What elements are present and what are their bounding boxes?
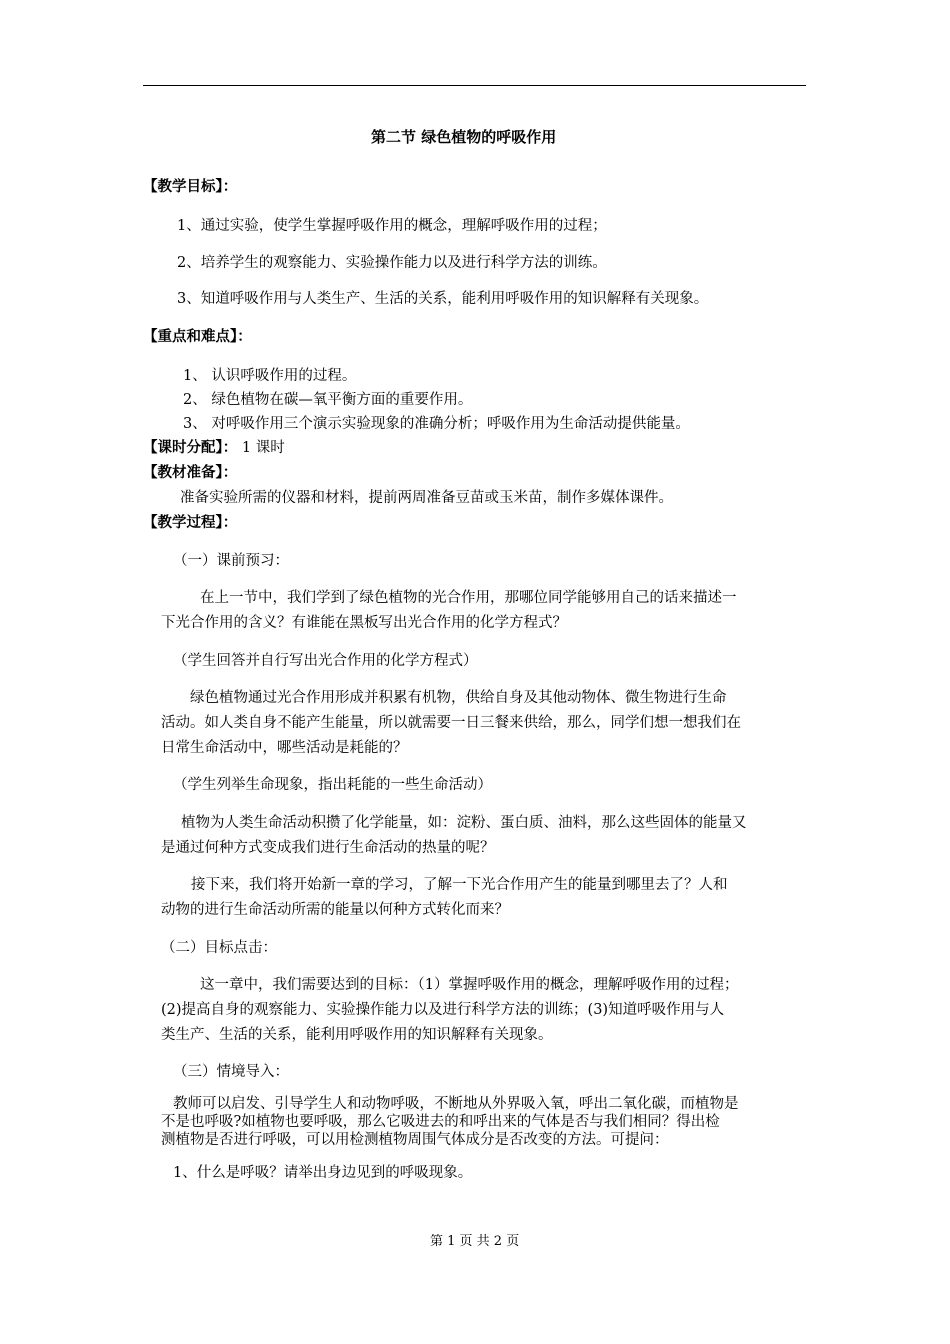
paragraph-line: 在上一节中，我们学到了绿色植物的光合作用，那哪位同学能够用自己的话来描述一: [200, 590, 737, 606]
key-points-heading: 【重点和难点】：: [143, 328, 252, 345]
materials-heading: 【教材准备】：: [143, 464, 238, 481]
goal-item: 1、通过实验，使学生掌握呼吸作用的概念，理解呼吸作用的过程；: [177, 218, 607, 234]
paragraph-line: 植物为人类生命活动积攒了化学能量，如：淀粉、蛋白质、油料，那么这些固体的能量又: [181, 815, 747, 831]
goal-item: 3、知道呼吸作用与人类生产、生活的关系，能利用呼吸作用的知识解释有关现象。: [177, 291, 709, 307]
key-point-item: 3、 对呼吸作用三个演示实验现象的准确分析；呼吸作用为生命活动提供能量。: [183, 416, 690, 432]
student-note: （学生列举生命现象，指出耗能的一些生命活动）: [173, 777, 492, 793]
materials-text: 准备实验所需的仪器和材料，提前两周准备豆苗或玉米苗，制作多媒体课件。: [180, 490, 673, 506]
question-item: 1、什么是呼吸？请举出身边见到的呼吸现象。: [173, 1165, 473, 1181]
hours-value: 1 课时: [241, 440, 285, 456]
hours-line: [143, 439, 285, 457]
paragraph-line: 活动。如人类自身不能产生能量，所以就需要一日三餐来供给，那么，同学们想一想我们在: [161, 715, 741, 731]
paragraph-line: 下光合作用的含义？有谁能在黑板写出光合作用的化学方程式？: [161, 615, 567, 631]
paragraph-line: 日常生命活动中，哪些活动是耗能的？: [161, 740, 408, 756]
paragraph-line: 动物的进行生命活动所需的能量以何种方式转化而来？: [161, 902, 509, 918]
hours-heading: 【课时分配】：: [143, 439, 238, 456]
paragraph-line: 接下来，我们将开始新一章的学习，了解一下光合作用产生的能量到哪里去了？人和: [191, 877, 728, 893]
process-heading: 【教学过程】：: [143, 514, 238, 531]
key-point-item: 1、 认识呼吸作用的过程。: [183, 368, 357, 384]
paragraph-line: 是通过何种方式变成我们进行生命活动的热量的呢？: [161, 840, 495, 856]
paragraph-line: 教师可以启发、引导学生人和动物呼吸，不断地从外界吸入氧，呼出二氧化碳，而植物是: [173, 1096, 739, 1112]
header-rule: [143, 85, 806, 86]
paragraph-line: 类生产、生活的关系，能利用呼吸作用的知识解释有关现象。: [161, 1027, 553, 1043]
goal-item: 2、培养学生的观察能力、实验操作能力以及进行科学方法的训练。: [177, 255, 607, 271]
section-heading: （三）情境导入：: [173, 1064, 289, 1080]
paragraph-line: 测植物是否进行呼吸，可以用检测植物周围气体成分是否改变的方法。可提问：: [161, 1132, 669, 1148]
page-title: 第二节 绿色植物的呼吸作用: [371, 128, 557, 146]
paragraph-line: 这一章中，我们需要达到的目标：（1）掌握呼吸作用的概念，理解呼吸作用的过程；: [200, 977, 739, 993]
student-note: （学生回答并自行写出光合作用的化学方程式）: [173, 653, 478, 669]
page-footer: 第 1 页 共 2 页: [430, 1234, 520, 1249]
paragraph-line: 绿色植物通过光合作用形成并积累有机物，供给自身及其他动物体、微生物进行生命: [190, 690, 727, 706]
paragraph-line: (2)提高自身的观察能力、实验操作能力以及进行科学方法的训练；(3)知道呼吸作用与人: [161, 1002, 725, 1018]
paragraph-line: 不是也呼吸?如植物也要呼吸，那么它吸进去的和呼出来的气体是否与我们相同？得出检: [161, 1114, 720, 1130]
key-point-item: 2、 绿色植物在碳—氧平衡方面的重要作用。: [183, 392, 473, 408]
section-heading: （一）课前预习：: [173, 553, 289, 569]
goals-heading: 【教学目标】：: [143, 178, 238, 195]
section-heading: （二）目标点击：: [161, 940, 277, 956]
